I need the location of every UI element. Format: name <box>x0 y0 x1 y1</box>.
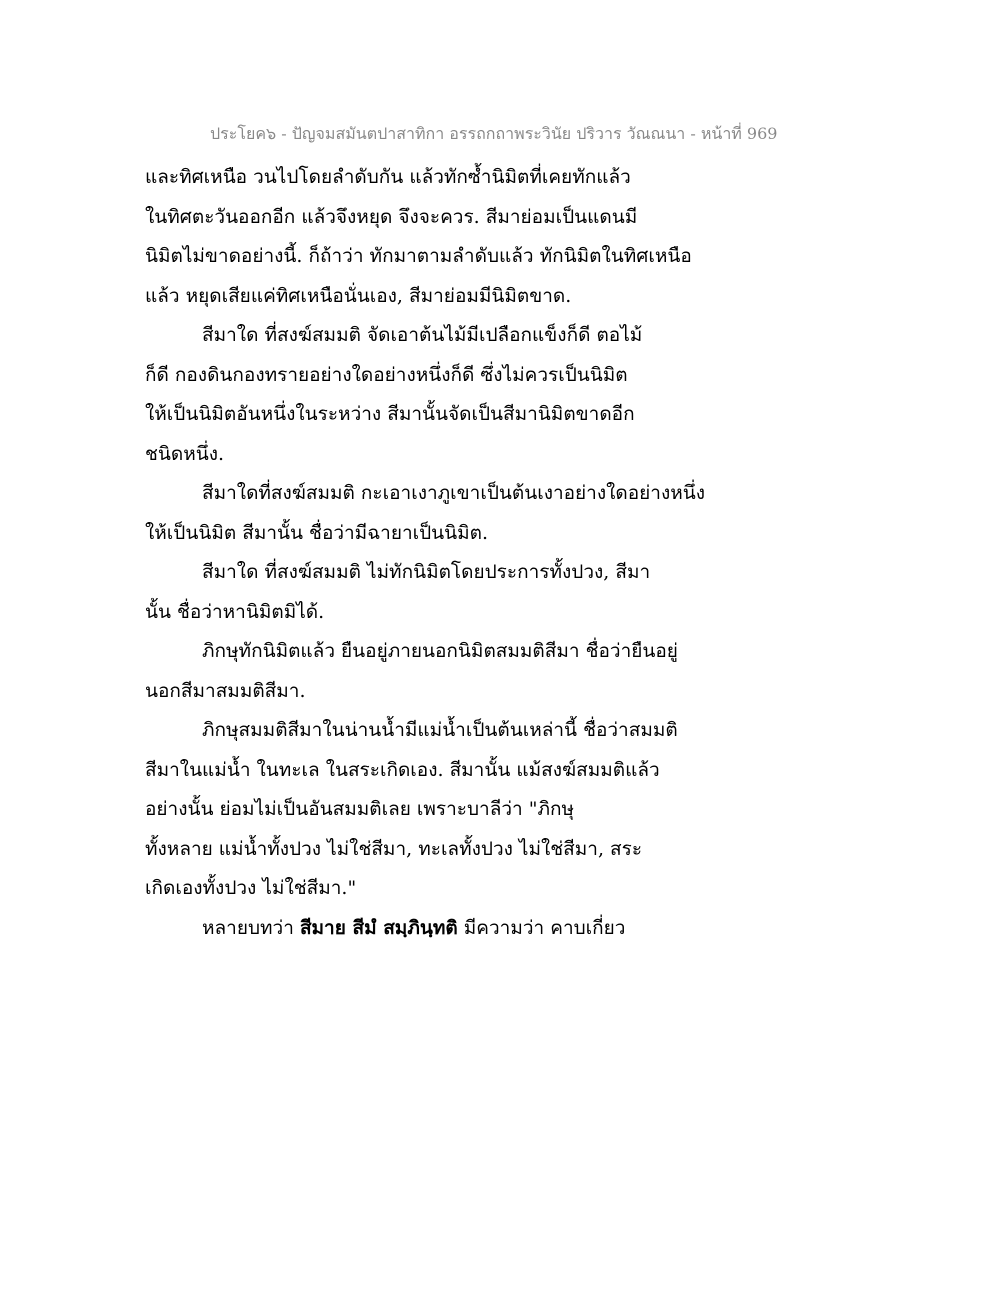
paragraph-start-line <box>145 909 705 949</box>
paragraph-start-line: สีมาใดที่สงฆ์สมมติ กะเอาเงาภูเขาเป็นต้นเงาอย่างใดอย่างหนึ่ง <box>202 482 706 504</box>
text-line: สีมาในแม่น้ำ ในทะเล ในสระเกิดเอง. สีมานั้น แม้สงฆ์สมมติแล้ว <box>145 758 660 781</box>
pali-term-bold: สีมาย สีมํ สมฺภินฺทติ <box>299 916 458 939</box>
text-line: ในทิศตะวันออกอีก แล้วจึงหยุด จึงจะควร. สีมาย่อมเป็นแดนมี <box>145 205 638 228</box>
page-header: ประโยค๖ - ปัญจมสมันตปาสาทิกา อรรถกถาพระวินัย ปริวาร วัณณนา - หน้าที่ 969 <box>210 124 778 143</box>
body-text <box>145 158 705 948</box>
last-line-suffix: มีความว่า คาบเกี่ยว <box>457 916 626 939</box>
text-line: นอกสีมาสมมติสีมา. <box>145 679 306 702</box>
text-line: ชนิดหนึ่ง. <box>145 442 225 465</box>
text-line: และทิศเหนือ วนไปโดยลำดับกัน แล้วทักซ้ำนิมิตที่เคยทักแล้ว <box>145 166 631 188</box>
last-line-prefix: หลายบทว่า <box>202 916 300 939</box>
text-line: นิมิตไม่ขาดอย่างนี้. ก็ถ้าว่า ทักมาตามลำดับแล้ว ทักนิมิตในทิศเหนือ <box>145 245 692 267</box>
text-line: ทั้งหลาย แม่น้ำทั้งปวง ไม่ใช่สีมา, ทะเลทั้งปวง ไม่ใช่สีมา, สระ <box>145 837 643 860</box>
text-line: เกิดเองทั้งปวง ไม่ใช่สีมา." <box>145 877 357 899</box>
text-line: อย่างนั้น ย่อมไม่เป็นอันสมมติเลย เพราะบาลีว่า "ภิกษุ <box>145 798 575 820</box>
paragraph-start-line: สีมาใด ที่สงฆ์สมมติ ไม่ทักนิมิตโดยประการทั้งปวง, สีมา <box>202 561 651 583</box>
text-line: ก็ดี กองดินกองทรายอย่างใดอย่างหนึ่งก็ดี ซึ่งไม่ควรเป็นนิมิต <box>145 363 628 386</box>
paragraph-start-line: สีมาใด ที่สงฆ์สมมติ จัดเอาต้นไม้มีเปลือกแข็งก็ดี ตอไม้ <box>202 324 643 346</box>
text-line: ให้เป็นนิมิตอันหนึ่งในระหว่าง สีมานั้นจัดเป็นสีมานิมิตขาดอีก <box>145 403 635 425</box>
paragraph-start-line: ภิกษุสมมติสีมาในน่านน้ำมีแม่น้ำเป็นต้นเหล่านี้ ชื่อว่าสมมติ <box>202 719 678 741</box>
text-line: ให้เป็นนิมิต สีมานั้น ชื่อว่ามีฉายาเป็นนิมิต. <box>145 521 489 544</box>
text-line: แล้ว หยุดเสียแค่ทิศเหนือนั่นเอง, สีมาย่อมมีนิมิตขาด. <box>145 284 572 307</box>
paragraph-start-line: ภิกษุทักนิมิตแล้ว ยืนอยู่ภายนอกนิมิตสมมติสีมา ชื่อว่ายืนอยู่ <box>202 640 678 662</box>
text-line: นั้น ชื่อว่าหานิมิตมิได้. <box>145 600 325 623</box>
